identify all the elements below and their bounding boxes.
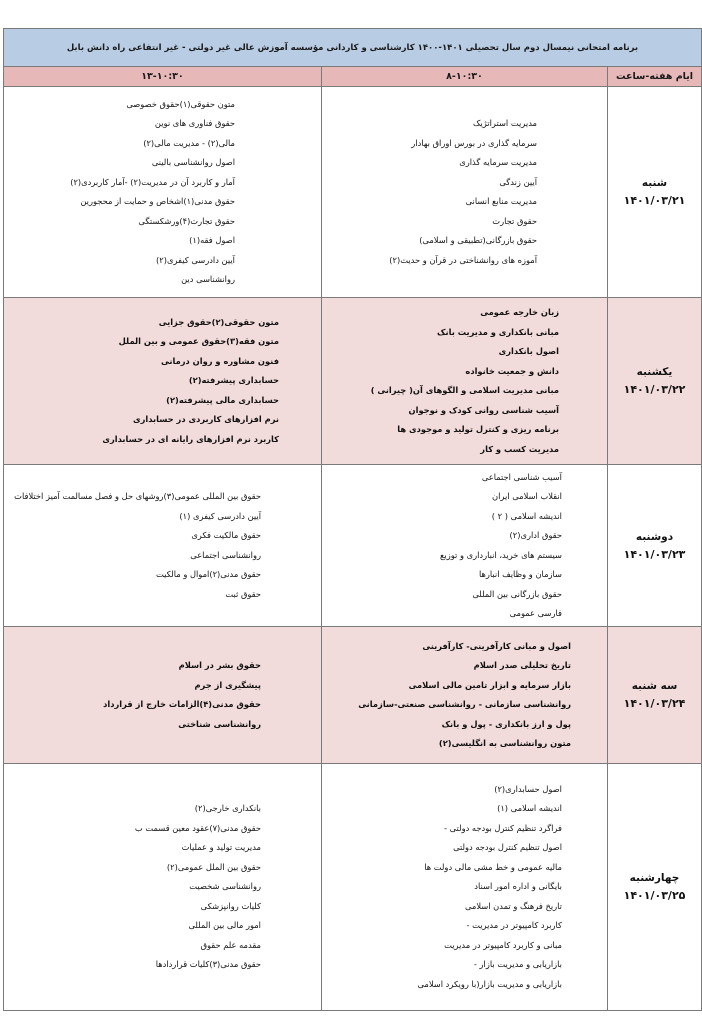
course-item: حقوق مدنی(۲)اموال و مالکیت bbox=[155, 569, 261, 579]
course-item: حقوق مالکیت فکری bbox=[191, 530, 261, 540]
day-name: دوشنبه bbox=[635, 530, 674, 543]
course-item: زبان خارجه عمومی bbox=[480, 307, 559, 317]
day-row-tuesday bbox=[3, 627, 701, 764]
course-item: پول و ارز بانکداری - پول و بانک bbox=[441, 718, 571, 729]
slot-noon-cell bbox=[3, 764, 321, 1011]
course-item: مدیریت تولید و عملیات bbox=[181, 842, 261, 853]
course-item: مدیریت سرمایه گذاری bbox=[459, 157, 537, 167]
course-list bbox=[4, 313, 321, 450]
day-date: ۱۴۰۱/۰۳/۲۵ bbox=[623, 889, 686, 902]
course-item: سیستم های خرید، انبارداری و توزیع bbox=[439, 549, 562, 560]
course-item: انقلاب اسلامی ایران bbox=[491, 491, 562, 501]
day-row-wednesday bbox=[3, 764, 701, 1011]
slot-morning-cell bbox=[322, 87, 608, 298]
course-list bbox=[322, 303, 607, 459]
day-name: سه شنبه bbox=[631, 680, 678, 692]
day-cell bbox=[608, 87, 702, 298]
course-item: حقوق بین المللی عمومی(۳)روشهای حل و فصل مسالمت آمیز اختلافات bbox=[14, 491, 261, 501]
course-item: کاربرد نرم افزارهای رایانه ای در حسابداری bbox=[102, 433, 279, 444]
day-date: ۱۴۰۱/۰۳/۲۲ bbox=[623, 383, 686, 396]
course-item: مدیریت استراتژیک bbox=[472, 118, 537, 128]
course-item: روانشناسی دین bbox=[181, 274, 235, 284]
course-item: روانشناسی شناختی bbox=[178, 718, 261, 729]
day-cell bbox=[608, 627, 702, 764]
course-item: روانشناسی سازمانی - روانشناسی صنعتی-سازمانی bbox=[358, 699, 571, 709]
course-item: تاریخ فرهنگ و تمدن اسلامی bbox=[464, 900, 562, 911]
course-item: دانش و جمعیت خانواده bbox=[465, 365, 559, 376]
course-item: حقوق بازرگانی(تطبیقی و اسلامی) bbox=[419, 235, 537, 245]
day-name: شنبه bbox=[641, 177, 668, 189]
course-item: اصول فقه(۱) bbox=[189, 235, 235, 245]
course-item: روانشناسی شخصیت bbox=[189, 881, 261, 892]
course-item: مبانی و کاربرد کامپیوتر در مدیریت bbox=[444, 939, 562, 950]
course-item: کلیات روانپزشکی bbox=[200, 900, 261, 911]
course-list bbox=[4, 656, 321, 734]
day-row-saturday bbox=[3, 87, 701, 298]
course-item: فنون مشاوره و روان درمانی bbox=[161, 355, 279, 366]
course-item: حقوق مدنی(۴)الزامات خارج از قرارداد bbox=[103, 699, 261, 709]
day-cell bbox=[608, 764, 702, 1011]
course-item: بازاریابی و مدیریت بازار - bbox=[473, 959, 562, 970]
course-list bbox=[4, 487, 321, 604]
header-slot-noon: ۱۳-۱۰:۳۰ bbox=[3, 67, 321, 87]
course-item: اصول حسابداری(۲) bbox=[494, 783, 562, 794]
course-item: آسیب شناسی اجتماعی bbox=[481, 471, 562, 482]
course-item: بازاریابی و مدیریت بازار(با رویکرد اسلامی bbox=[417, 978, 562, 989]
course-item: حقوق تجارت bbox=[492, 215, 537, 226]
course-item: کاربرد کامپیوتر در مدیریت - bbox=[466, 920, 562, 931]
schedule-title: برنامه امتحانی نیمسال دوم سال تحصیلی ۱۴۰۱-۱۴۰۰ کارشناسی و کاردانی مؤسسه آموزش عالی غیر دولتی - غیر انتفاعی راه دانش بابل bbox=[3, 29, 701, 67]
schedule-table bbox=[3, 28, 702, 1011]
course-item: متون حقوقی(۲)حقوق جزایی bbox=[158, 316, 279, 327]
course-item: متون فقه(۳)حقوق عمومی و بین الملل bbox=[118, 336, 279, 347]
course-item: برنامه ریزی و کنترل تولید و موجودی ها bbox=[397, 424, 559, 434]
slot-morning-cell bbox=[322, 764, 608, 1011]
course-list bbox=[322, 637, 607, 754]
course-item: اندیشه اسلامی ( ۲ ) bbox=[491, 510, 562, 521]
course-item: حقوق بشر در اسلام bbox=[178, 660, 261, 670]
course-item: مدیریت منابع انسانی bbox=[465, 196, 537, 206]
course-item: حقوق اداری(۲) bbox=[509, 530, 562, 540]
course-item: حقوق مدنی(۱)اشخاص و حمایت از محجورین bbox=[80, 196, 235, 206]
course-list bbox=[322, 780, 607, 995]
course-item: حقوق بازرگانی بین المللی bbox=[472, 588, 562, 599]
day-date: ۱۴۰۱/۰۳/۲۱ bbox=[623, 194, 686, 207]
header-slot-morning: ۸-۱۰:۳۰ bbox=[322, 67, 608, 87]
slot-morning-cell bbox=[322, 298, 608, 465]
course-list bbox=[4, 95, 321, 290]
course-item: حقوق مدنی(۳)کلیات قراردادها bbox=[155, 959, 261, 970]
course-item: روانشناسی اجتماعی bbox=[190, 549, 261, 560]
course-item: حقوق ثبت bbox=[225, 588, 261, 599]
course-item: امور مالی بین المللی bbox=[188, 920, 261, 931]
day-name: چهارشنبه bbox=[629, 872, 680, 884]
course-item: آیین دادرسی کیفری(۲) bbox=[156, 254, 235, 265]
course-item: آموزه های روانشناختی در قرآن و حدیث(۲) bbox=[389, 254, 537, 265]
slot-noon-cell bbox=[3, 465, 321, 627]
course-item: مدیریت کسب و کار bbox=[480, 443, 559, 454]
course-item: بانکداری خارجی(۲) bbox=[194, 803, 261, 814]
course-item: آیین زندگی bbox=[499, 176, 537, 187]
day-cell bbox=[608, 465, 702, 627]
course-item: آسیب شناسی روانی کودک و نوجوان bbox=[408, 404, 559, 415]
slot-morning-cell bbox=[322, 627, 608, 764]
course-item: اصول و مبانی کارآفرینی- کارآفرینی bbox=[422, 640, 571, 651]
course-item: متون روانشناسی به انگلیسی(۲) bbox=[438, 738, 571, 748]
course-item: فارسی عمومی bbox=[509, 608, 562, 618]
day-row-monday bbox=[3, 465, 701, 627]
day-date: ۱۴۰۱/۰۳/۲۴ bbox=[623, 697, 686, 710]
course-item: مالیه عمومی و خط مشی مالی دولت ها bbox=[424, 861, 562, 872]
course-list bbox=[4, 799, 321, 975]
slot-morning-cell bbox=[322, 465, 608, 627]
day-date: ۱۴۰۱/۰۳/۲۳ bbox=[623, 547, 686, 561]
course-item: آمار و کاربرد آن در مدیریت(۲) -آمار کاربردی(۲) bbox=[70, 176, 235, 187]
course-item: حقوق فناوری های نوین bbox=[154, 118, 235, 128]
day-cell bbox=[608, 298, 702, 465]
day-name: یکشنبه bbox=[636, 366, 673, 378]
course-item: اصول بانکداری bbox=[498, 346, 559, 356]
course-item: اصول روانشناسی بالینی bbox=[151, 157, 235, 167]
slot-noon-cell bbox=[3, 627, 321, 764]
course-item: اندیشه اسلامی (۱) bbox=[497, 803, 562, 814]
course-item: سرمایه گذاری در بورس اوراق بهادار bbox=[411, 137, 537, 148]
course-item: پیشگیری از جرم bbox=[194, 679, 261, 690]
course-item: مقدمه علم حقوق bbox=[200, 939, 261, 950]
course-item: حسابداری پیشرفته(۲) bbox=[188, 375, 279, 386]
course-item: متون حقوقی(۱)حقوق خصوصی bbox=[126, 98, 235, 109]
course-item: حقوق بین الملل عمومی(۲) bbox=[166, 861, 261, 872]
title-row bbox=[3, 29, 701, 67]
day-row-sunday bbox=[3, 298, 701, 465]
course-item: مبانی مدیریت اسلامی و الگوهای آن( چیرانی ) bbox=[370, 385, 559, 395]
course-item: آیین دادرسی کیفری (۱) bbox=[179, 510, 261, 521]
course-item: تاریخ تحلیلی صدر اسلام bbox=[473, 660, 571, 670]
slot-noon-cell bbox=[3, 87, 321, 298]
course-list bbox=[322, 114, 607, 270]
header-row bbox=[3, 67, 701, 87]
course-item: حقوق مدنی(۷)عقود معین قسمت ب bbox=[134, 822, 261, 833]
course-item: حسابداری مالی پیشرفته(۲) bbox=[166, 394, 279, 405]
course-item: حقوق تجارت(۴)ورشکستگی bbox=[138, 215, 235, 226]
slot-noon-cell bbox=[3, 298, 321, 465]
course-item: سازمان و وظایف انبارها bbox=[478, 569, 562, 579]
course-item: مبانی بانکداری و مدیریت بانک bbox=[437, 326, 559, 337]
course-item: اصول تنظیم کنترل بودجه دولتی bbox=[453, 842, 562, 853]
course-list bbox=[322, 468, 607, 624]
course-item: مالی(۲) - مدیریت مالی(۲) bbox=[143, 137, 235, 148]
course-item: بایگانی و اداره امور اسناد bbox=[474, 881, 562, 892]
course-item: بازار سرمایه و ابزار تامین مالی اسلامی bbox=[408, 679, 571, 690]
course-item: نرم افزارهای کاربردی در حسابداری bbox=[132, 414, 279, 425]
exam-schedule bbox=[4, 28, 702, 990]
header-day-time: ایام هفته-ساعت bbox=[608, 67, 702, 87]
course-item: فراگرد تنظیم کنترل بودجه دولتی - bbox=[444, 822, 562, 833]
